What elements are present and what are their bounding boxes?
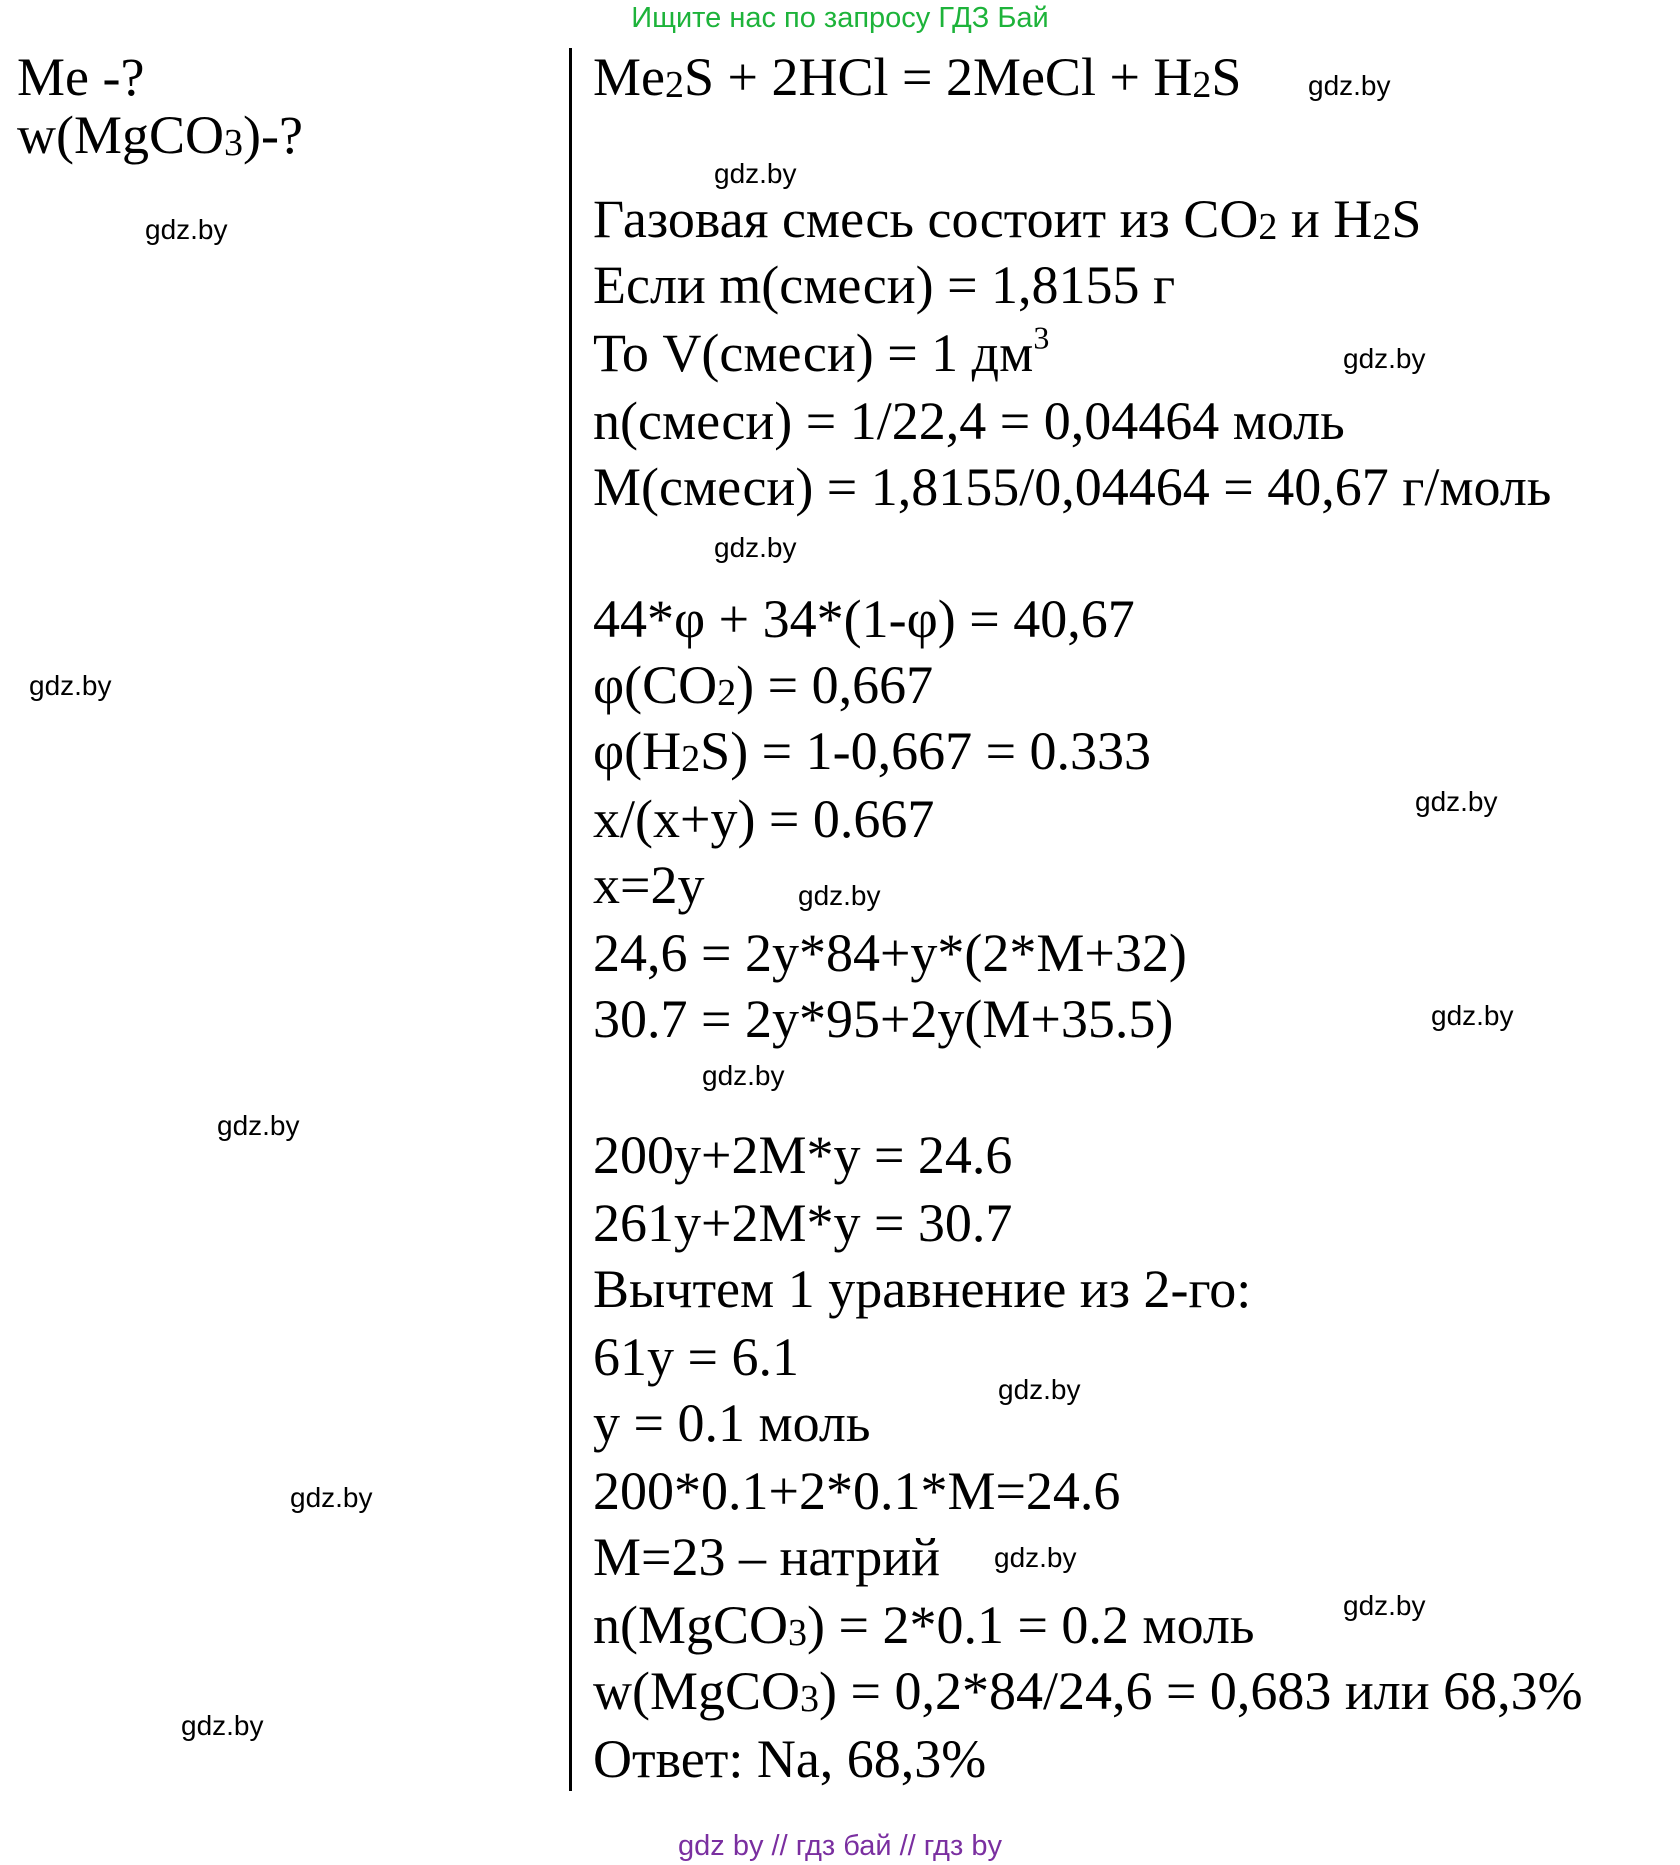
- watermark: gdz.by: [994, 1542, 1077, 1573]
- text-part: φ(CO: [593, 655, 718, 715]
- y-value-line: y = 0.1 моль: [593, 1393, 871, 1453]
- watermark: gdz.by: [1308, 70, 1391, 101]
- watermark: gdz.by: [714, 158, 797, 189]
- equation-5: 61y = 6.1: [593, 1327, 799, 1387]
- text-part: S) = 1-0,667 = 0.333: [700, 721, 1152, 781]
- text-part: То V(смеси) = 1 дм: [593, 323, 1034, 383]
- text-part: ) = 0,667: [736, 655, 934, 715]
- text-part: n(MgCO: [593, 1595, 789, 1655]
- watermark: gdz.by: [702, 1060, 785, 1091]
- column-divider: [569, 48, 572, 1791]
- n-mgco3-line: [593, 1595, 1255, 1655]
- ratio-line: x/(x+y) = 0.667: [593, 789, 935, 849]
- text-part: S: [1211, 47, 1242, 107]
- x-equals-2y-line: x=2y: [593, 855, 705, 915]
- metal-result-line: M=23 – натрий: [593, 1527, 940, 1587]
- equation-2: 30.7 = 2y*95+2y(M+35.5): [593, 989, 1174, 1049]
- text-part: )-?: [243, 105, 303, 165]
- text-part: φ(H: [593, 721, 682, 781]
- subscript: 3: [800, 1677, 820, 1720]
- w-mgco3-line: [593, 1661, 1583, 1721]
- watermark: gdz.by: [217, 1110, 300, 1141]
- equation-6: 200*0.1+2*0.1*M=24.6: [593, 1461, 1121, 1521]
- watermark: gdz.by: [1343, 1590, 1426, 1621]
- subscript: 3: [224, 121, 244, 164]
- gas-mixture-line: [593, 189, 1422, 249]
- subscript: 2: [1258, 205, 1278, 248]
- watermark: gdz.by: [998, 1374, 1081, 1405]
- mixture-moles-line: n(смеси) = 1/22,4 = 0,04464 моль: [593, 391, 1345, 451]
- watermark: gdz.by: [181, 1710, 264, 1741]
- superscript: 3: [1033, 319, 1050, 356]
- reaction-equation: [593, 47, 1242, 107]
- subscript: 2: [664, 63, 684, 106]
- subscript: 2: [681, 737, 701, 780]
- watermark: gdz.by: [714, 532, 797, 563]
- subtract-instruction: Вычтем 1 уравнение из 2-го:: [593, 1259, 1252, 1319]
- subscript: 2: [1192, 63, 1212, 106]
- watermark: gdz.by: [290, 1482, 373, 1513]
- text-part: w(MgCO: [593, 1661, 801, 1721]
- phi-co2-line: [593, 655, 934, 715]
- watermark: gdz.by: [1343, 343, 1426, 374]
- mixture-mass-line: Если m(смеси) = 1,8155 г: [593, 255, 1176, 315]
- given-metal: Me -?: [17, 47, 145, 107]
- watermark: gdz.by: [1415, 786, 1498, 817]
- text-part: и H: [1277, 189, 1373, 249]
- text-part: w(MgCO: [17, 105, 225, 165]
- subscript: 2: [717, 671, 737, 714]
- mixture-volume-line: [593, 319, 1050, 383]
- text-part: ) = 2*0.1 = 0.2 моль: [807, 1595, 1255, 1655]
- watermark: gdz.by: [29, 670, 112, 701]
- footer-links: gdz by // гдз бай // гдз by: [678, 1830, 1002, 1862]
- text-part: S + 2HCl = 2MeCl + H: [683, 47, 1193, 107]
- equation-1: 24,6 = 2y*84+y*(2*M+32): [593, 923, 1187, 983]
- answer-line: Ответ: Na, 68,3%: [593, 1729, 987, 1789]
- mixture-molar-mass-line: M(смеси) = 1,8155/0,04464 = 40,67 г/моль: [593, 457, 1552, 517]
- text-part: ) = 0,2*84/24,6 = 0,683 или 68,3%: [819, 1661, 1583, 1721]
- text-part: S: [1391, 189, 1422, 249]
- watermark: gdz.by: [798, 880, 881, 911]
- text-part: Газовая смесь состоит из CO: [593, 189, 1259, 249]
- subscript: 3: [788, 1611, 808, 1654]
- text-part: Me: [593, 47, 665, 107]
- equation-4: 261y+2M*y = 30.7: [593, 1193, 1013, 1253]
- watermark: gdz.by: [1431, 1000, 1514, 1031]
- phi-h2s-line: [593, 721, 1152, 781]
- top-banner: Ищите нас по запросу ГДЗ Бай: [631, 2, 1049, 34]
- equation-3: 200y+2M*y = 24.6: [593, 1125, 1013, 1185]
- watermark: gdz.by: [145, 214, 228, 245]
- given-mass-fraction: [17, 105, 303, 165]
- subscript: 2: [1372, 205, 1392, 248]
- phi-equation: 44*φ + 34*(1-φ) = 40,67: [593, 589, 1135, 649]
